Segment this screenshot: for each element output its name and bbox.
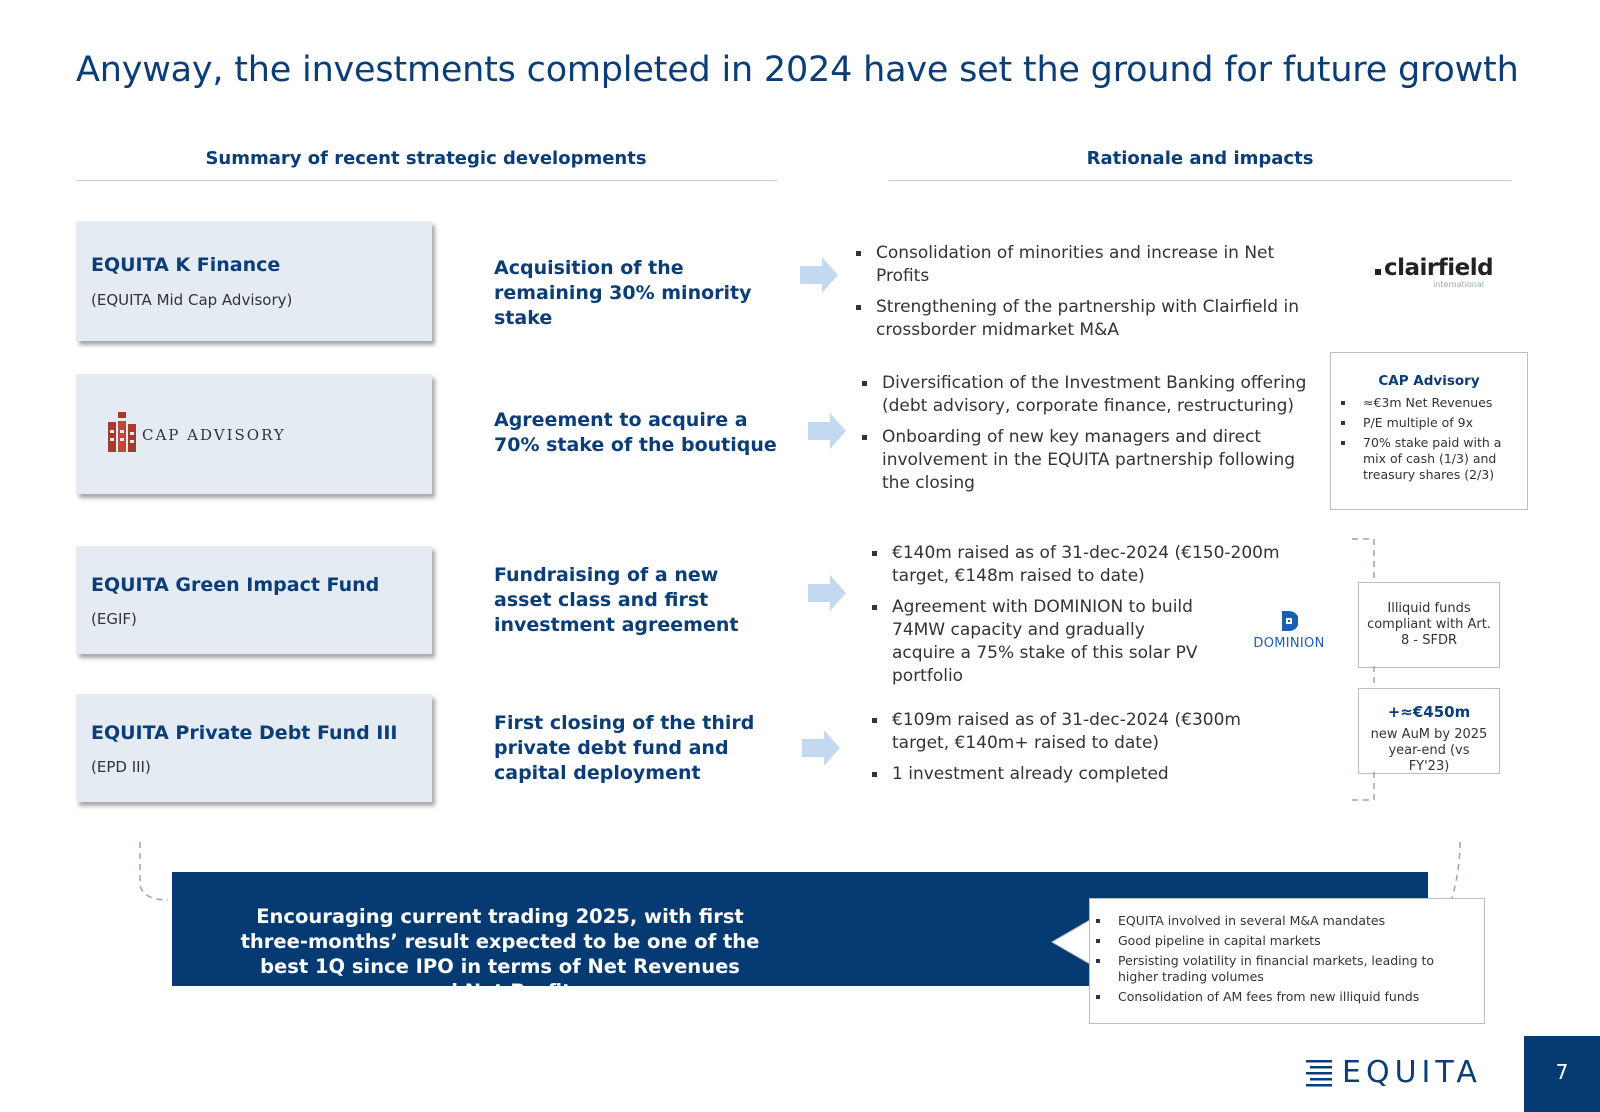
rationale-item: Diversification of the Investment Banking offering (debt advisory, corporate finance, restructuring)	[860, 372, 1310, 418]
bracket-connector	[1352, 539, 1374, 582]
dominion-logo-text: DOMINION	[1253, 636, 1325, 651]
callout-item: Good pipeline in capital markets	[1090, 933, 1470, 949]
callout-list	[1090, 913, 1470, 1009]
bracket-connector	[1452, 842, 1460, 898]
clairfield-logo-text: clairfield	[1384, 255, 1494, 281]
rationale-item: Consolidation of minorities and increase in Net Profits	[854, 242, 1329, 288]
rationale-item: Agreement with DOMINION to build 74MW capacity and gradually acquire a 75% stake of this solar PV portfolio	[870, 596, 1212, 688]
left-section-header: Summary of recent strategic developments	[205, 148, 647, 169]
card-title: EQUITA Private Debt Fund III	[91, 722, 398, 744]
callout-item: Persisting volatility in financial markets, leading to higher trading volumes	[1090, 953, 1470, 985]
aum-text: new AuM by 2025 year-end (vs FY'23)	[1370, 727, 1488, 774]
rationale-item: 1 investment already completed	[870, 763, 1250, 786]
page-title: Anyway, the investments completed in 2024 have set the ground for future growth	[76, 50, 1519, 90]
callout-item: Consolidation of AM fees from new illiquid funds	[1090, 989, 1470, 1005]
bracket-connector	[1352, 772, 1374, 800]
cap-box-title: CAP Advisory	[1378, 373, 1480, 389]
cap-box-item: ≈€3m Net Revenues	[1335, 395, 1515, 411]
equita-logo-icon	[1306, 1060, 1334, 1090]
cap-advisory-logo-text: CAP ADVISORY	[142, 426, 286, 444]
card-title: EQUITA K Finance	[91, 254, 281, 276]
page-number: 7	[1555, 1060, 1569, 1084]
equita-logo-text: EQUITA	[1342, 1055, 1482, 1090]
card-title: EQUITA Green Impact Fund	[91, 574, 380, 596]
aum-value: +≈€450m	[1387, 703, 1471, 721]
rationale-item: €140m raised as of 31-dec-2024 (€150-200m target, €148m raised to date)	[870, 542, 1330, 588]
rationale-item: €109m raised as of 31-dec-2024 (€300m target, €140m+ raised to date)	[870, 709, 1250, 755]
illiquid-funds-text: Illiquid funds compliant with Art. 8 - SFDR	[1367, 601, 1491, 648]
bracket-connector	[140, 842, 168, 900]
card-subtitle: (EQUITA Mid Cap Advisory)	[91, 291, 293, 309]
equita-footer-logo	[1306, 1055, 1506, 1092]
action-text: Agreement to acquire a 70% stake of the boutique	[494, 409, 777, 456]
callout-pointer	[1050, 920, 1090, 964]
cap-box-item: P/E multiple of 9x	[1335, 415, 1515, 431]
callout-item: EQUITA involved in several M&A mandates	[1090, 913, 1470, 929]
action-text: Acquisition of the remaining 30% minority stake	[494, 257, 752, 329]
rationale-item: Strengthening of the partnership with Clairfield in crossborder midmarket M&A	[854, 296, 1329, 342]
clairfield-logo-subtext: international	[1433, 280, 1484, 289]
callout-box	[1089, 898, 1485, 1024]
rationale-item: Onboarding of new key managers and direct involvement in the EQUITA partnership following the closing	[860, 426, 1310, 495]
right-section-header: Rationale and impacts	[1086, 148, 1314, 169]
action-text: Fundraising of a new asset class and first investment agreement	[494, 564, 739, 636]
cap-box-item: 70% stake paid with a mix of cash (1/3) and treasury shares (2/3)	[1335, 435, 1515, 483]
action-text: First closing of the third private debt fund and capital deployment	[494, 712, 755, 784]
card-subtitle: (EPD III)	[91, 758, 151, 776]
card-subtitle: (EGIF)	[91, 610, 137, 628]
page-number-box	[1524, 1036, 1600, 1112]
banner-text: Encouraging current trading 2025, with first three-months’ result expected to be one of the best 1Q since IPO in terms of Net Revenues and Net Profits	[240, 905, 760, 1003]
